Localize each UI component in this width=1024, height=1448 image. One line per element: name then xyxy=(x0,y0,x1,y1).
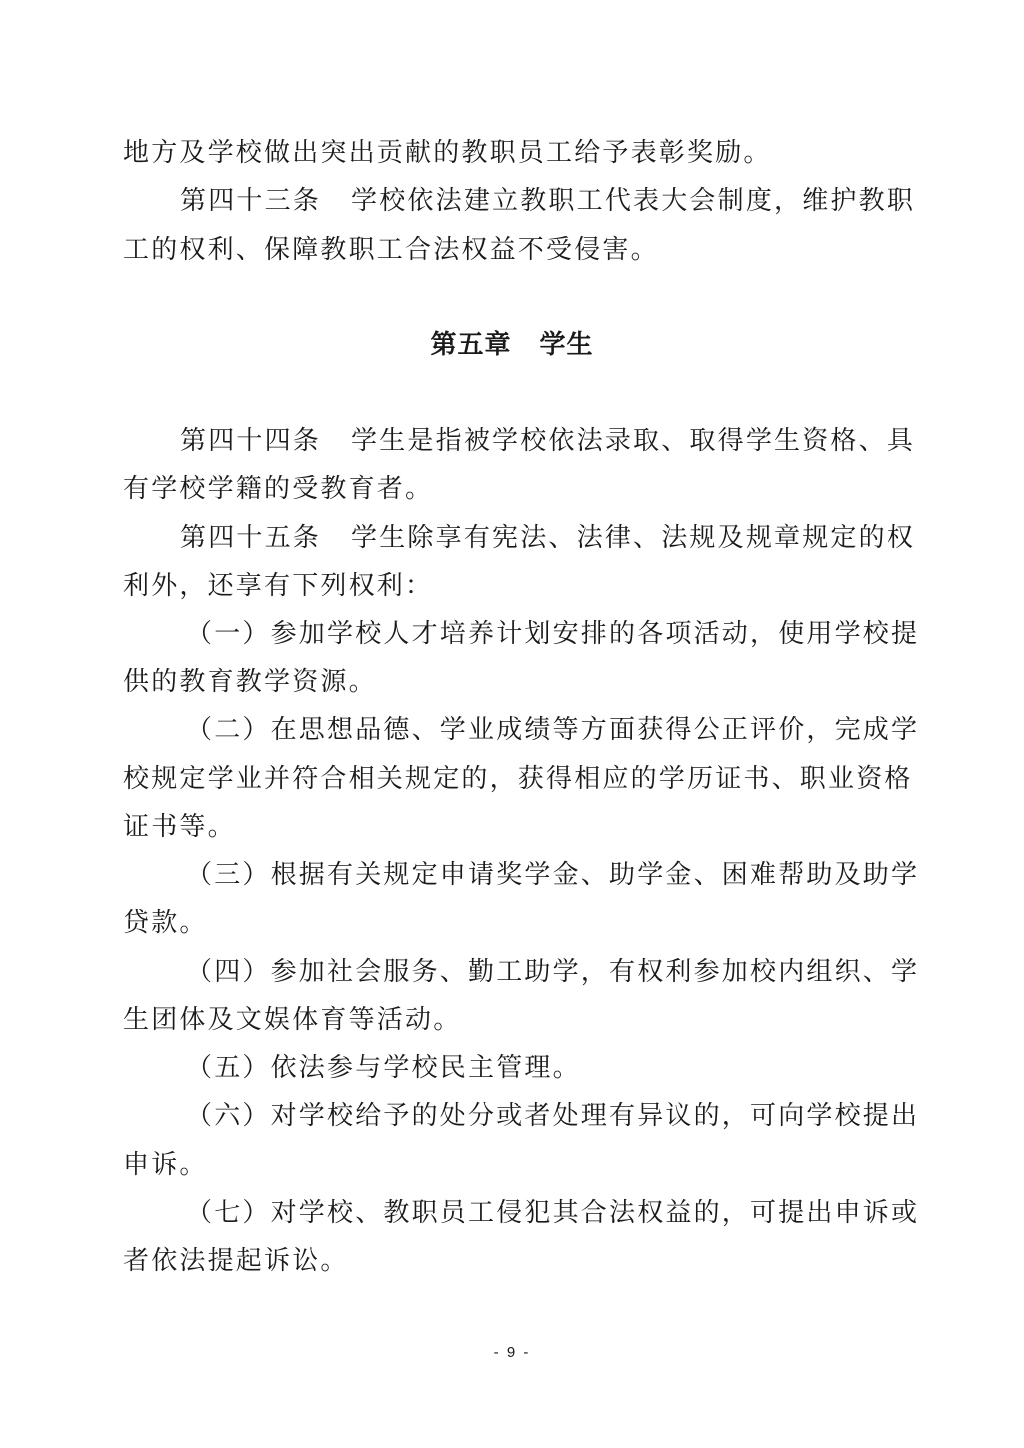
list-item-line: （二）在思想品德、学业成绩等方面获得公正评价，完成学 xyxy=(186,715,920,745)
page-number: - 9 - xyxy=(493,1344,531,1361)
paragraph-line: 者依法提起诉讼。 xyxy=(123,1246,349,1276)
paragraph-line: 工的权利、保障教职工合法权益不受侵害。 xyxy=(123,235,659,265)
list-item-line: （七）对学校、教职员工侵犯其合法权益的，可提出申诉或 xyxy=(186,1198,920,1228)
article-text: 学校依法建立教职工代表大会制度，维护教职 xyxy=(351,186,916,216)
list-item-line: （六）对学校给予的处分或者处理有异议的，可向学校提出 xyxy=(186,1101,920,1131)
chapter-title: 学生 xyxy=(539,330,594,360)
list-item-line: （三）根据有关规定申请奖学金、助学金、困难帮助及助学 xyxy=(186,860,920,890)
paragraph-line: 供的教育教学资源。 xyxy=(123,667,377,697)
paragraph-line: 生团体及文娱体育等活动。 xyxy=(123,1005,462,1035)
article-number: 第四十三条 xyxy=(180,186,322,216)
paragraph-line: 证书等。 xyxy=(123,812,236,842)
article-text: 学生除享有宪法、法律、法规及规章规定的权 xyxy=(351,523,916,553)
paragraph-line: 申诉。 xyxy=(123,1150,208,1180)
paragraph-line: 有学校学籍的受教育者。 xyxy=(123,474,434,504)
article-43-line xyxy=(180,184,916,218)
article-45-line xyxy=(180,521,916,555)
article-number: 第四十五条 xyxy=(180,523,322,553)
list-item-line: （四）参加社会服务、勤工助学，有权利参加校内组织、学 xyxy=(186,957,920,987)
article-44-line xyxy=(180,424,916,458)
chapter-heading xyxy=(0,328,1024,362)
paragraph-line: 贷款。 xyxy=(123,908,208,938)
article-number: 第四十四条 xyxy=(180,426,322,456)
list-item-line: （五）依法参与学校民主管理。 xyxy=(186,1053,581,1083)
list-item-line: （一）参加学校人才培养计划安排的各项活动，使用学校提 xyxy=(186,619,920,649)
paragraph-line: 校规定学业并符合相关规定的，获得相应的学历证书、职业资格 xyxy=(123,764,913,794)
chapter-number: 第五章 xyxy=(430,330,512,360)
paragraph-line: 地方及学校做出突出贡献的教职员工给予表彰奖励。 xyxy=(123,138,772,168)
paragraph-line: 利外，还享有下列权利： xyxy=(123,571,434,601)
article-text: 学生是指被学校依法录取、取得学生资格、具 xyxy=(351,426,916,456)
